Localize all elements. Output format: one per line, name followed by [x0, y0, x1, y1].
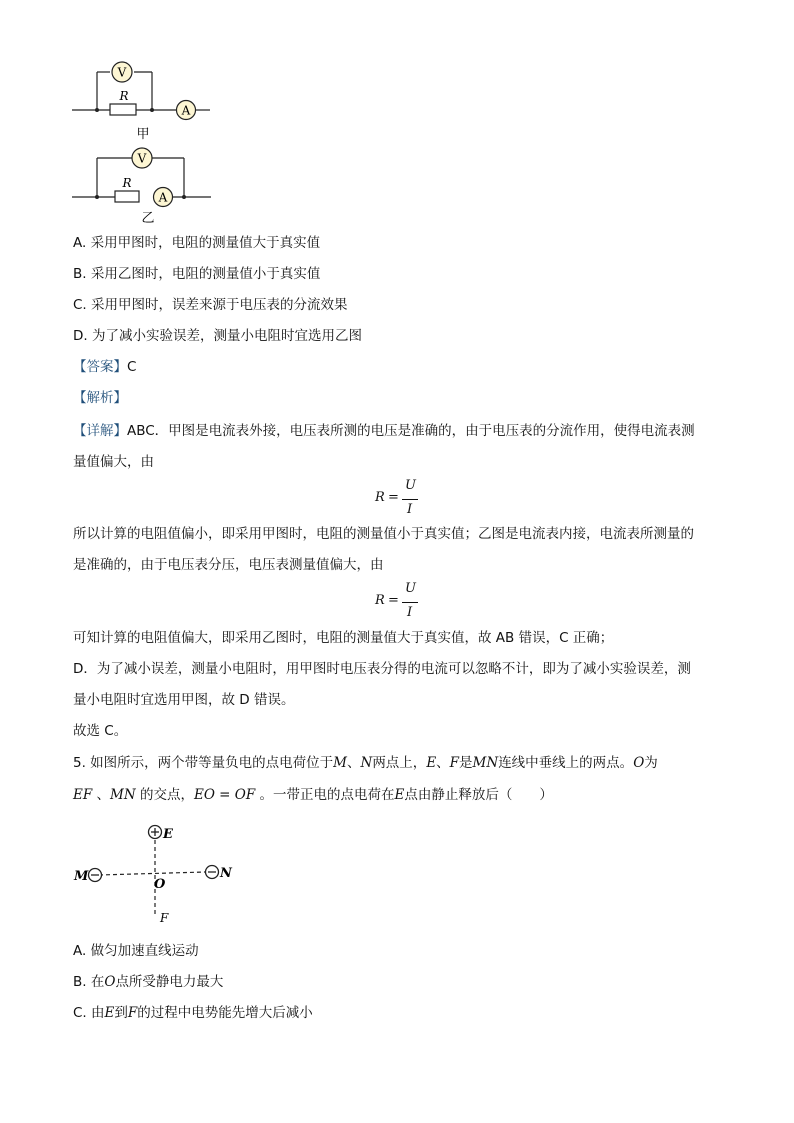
- var-f: F: [449, 755, 460, 771]
- voltmeter-label: V: [137, 151, 147, 166]
- detail-line-3: 所以计算的电阻值偏小，即采用甲图时，电阻的测量值小于真实值；乙图是电流表内接，电流表所测量的: [73, 526, 694, 542]
- label-m: M: [74, 869, 89, 884]
- detail-line-1: [73, 421, 695, 441]
- resistor-icon: [115, 191, 139, 202]
- var-ef: EF: [73, 787, 93, 803]
- formula-numerator: U: [405, 581, 416, 596]
- answer-tag: 【答案】: [73, 359, 127, 375]
- q5-text: 为: [644, 755, 658, 771]
- analysis-tag-text: 【解析】: [73, 390, 127, 406]
- q5-option-b: [73, 972, 223, 992]
- q4-option-c: C. 采用甲图时，误差来源于电压表的分流效果: [73, 297, 348, 313]
- q5-text: 到: [114, 1005, 128, 1021]
- q5-stem-line-1: [73, 753, 658, 773]
- q5-text: 连线中垂线上的两点。: [498, 755, 634, 771]
- eq-eo-of: EO = OF: [193, 787, 256, 803]
- q4-option-a: A. 采用甲图时，电阻的测量值大于真实值: [73, 235, 321, 251]
- var-o: O: [104, 974, 116, 990]
- q5-stem-line-2: [73, 785, 553, 805]
- fraction-bar: [402, 499, 418, 500]
- answer-value: C: [127, 359, 137, 375]
- resistor-icon: [110, 104, 136, 115]
- var-n: N: [360, 755, 373, 771]
- var-e: E: [394, 787, 405, 803]
- formula-denominator: I: [407, 605, 413, 620]
- formula-lhs: R: [375, 593, 385, 608]
- negative-charge-n-icon: [206, 866, 219, 879]
- figure-label-jia: 甲: [136, 127, 150, 142]
- ammeter-label: A: [158, 190, 168, 205]
- detail-line-2: 量值偏大，由: [73, 454, 154, 470]
- q5-text: 点所受静电力最大: [115, 974, 224, 990]
- q5-text: 、: [436, 755, 450, 771]
- detail-line-5: 可知计算的电阻值偏大，即采用乙图时，电阻的测量值大于真实值，故 AB 错误，C 正确；: [73, 630, 614, 646]
- label-o: O: [154, 877, 166, 892]
- var-e: E: [426, 755, 437, 771]
- q5-text: 是: [459, 755, 473, 771]
- detail-text-1a: ABC．甲图是电流表外接，电压表所测的电压是准确的，由于电压表的分流作用，使得电流表测: [127, 423, 695, 439]
- q5-text: 点由静止释放后（ ）: [404, 787, 553, 803]
- formula-lhs: R: [375, 490, 385, 505]
- answer-line: [73, 357, 136, 377]
- q5-option-c: [73, 1003, 313, 1023]
- positive-charge-icon: [149, 826, 162, 839]
- q5-text: 。一带正电的点电荷在: [255, 787, 395, 803]
- detail-line-7: 量小电阻时宜选用甲图，故 D 错误。: [73, 692, 295, 708]
- label-f: F: [160, 911, 169, 925]
- q5-option-a: A. 做匀加速直线运动: [73, 943, 199, 959]
- q5-text: 5. 如图所示，两个带等量负电的点电荷位于: [73, 755, 334, 771]
- var-mn: MN: [110, 787, 136, 803]
- detail-tag: 【详解】: [73, 423, 127, 439]
- charges-figure: [70, 818, 245, 930]
- resistor-label: R: [122, 176, 132, 190]
- q4-option-d: D. 为了减小实验误差，测量小电阻时宜选用乙图: [73, 328, 362, 344]
- q5-text: 的过程中电势能先增大后减小: [137, 1005, 313, 1021]
- q5-text: 、: [347, 755, 361, 771]
- q5-text: 的交点，: [135, 787, 194, 803]
- var-e: E: [104, 1005, 115, 1021]
- formula-eq: =: [388, 490, 399, 505]
- q5-text: 两点上，: [372, 755, 427, 771]
- formula-eq: =: [388, 593, 399, 608]
- resistor-label: R: [119, 89, 129, 103]
- formula-numerator: U: [405, 478, 416, 493]
- q4-option-b: B. 采用乙图时，电阻的测量值小于真实值: [73, 266, 321, 282]
- ammeter-label: A: [181, 103, 191, 118]
- formula-ohm-2: [375, 581, 435, 625]
- detail-line-4: 是准确的，由于电压表分压，电压表测量值偏大，由: [73, 557, 384, 573]
- var-o: O: [633, 755, 645, 771]
- formula-denominator: I: [407, 502, 413, 517]
- q5-text: 、: [92, 787, 111, 803]
- var-f: F: [127, 1005, 138, 1021]
- voltmeter-label: V: [117, 65, 127, 80]
- formula-ohm-1: [375, 478, 435, 522]
- negative-charge-m-icon: [89, 869, 102, 882]
- var-mn: MN: [472, 755, 499, 771]
- q5-text: B. 在: [73, 974, 105, 990]
- conclusion-line: 故选 C。: [73, 723, 128, 739]
- detail-line-6: D．为了减小误差，测量小电阻时，用甲图时电压表分得的电流可以忽略不计，即为了减小实验误差，测: [73, 661, 691, 677]
- fraction-bar: [402, 602, 418, 603]
- var-m: M: [333, 755, 347, 771]
- label-e: E: [163, 827, 173, 842]
- label-n: N: [220, 866, 232, 881]
- circuit-jia-figure: [70, 58, 220, 146]
- q5-text: C. 由: [73, 1005, 105, 1021]
- circuit-yi-figure: [70, 146, 220, 226]
- figure-label-yi: 乙: [141, 211, 155, 226]
- analysis-tag: [73, 388, 127, 408]
